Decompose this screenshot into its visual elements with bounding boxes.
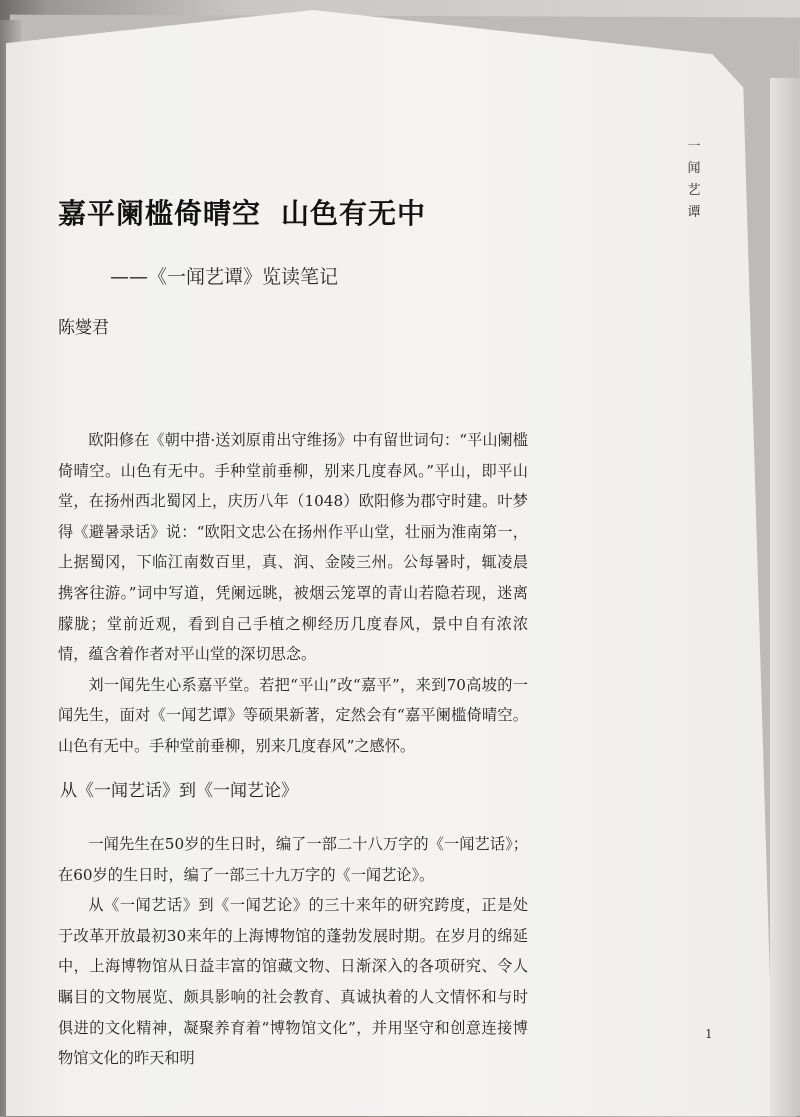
paragraph: 刘一闻先生心系嘉平堂。若把“平山”改“嘉平”，来到70高坡的一闻先生，面对《一闻艺谭》等硕果新著，定然会有“嘉平阑槛倚晴空。山色有无中。手种堂前垂柳，别来几度春风”之感怀。 (58, 675, 528, 755)
paragraph: 一闻先生在50岁的生日时，编了一部二十八万字的《一闻艺话》；在60岁的生日时，编了一部三十九万字的《一闻艺论》。 (58, 835, 528, 884)
title-part-2: 山色有无中 (281, 197, 427, 230)
page-number: 1 (705, 1027, 713, 1041)
article-subtitle: ——《一闻艺谭》览读笔记 (110, 266, 339, 288)
paragraph: 从《一闻艺话》到《一闻艺论》的三十来年的研究跨度，正是处于改革开放最初30来年的上海博物馆的蓬勃发展时期。在岁月的绵延中，上海博物馆从日益丰富的馆藏文物、日渐深入的各项研究、令人瞩目的文物展览、颇具影响的社会教育、真诚执着的人文情怀和与时俱进的文化精神，凝聚养育着“博物馆文化”，并用坚守和创意连接博物馆文化的昨天和明 (58, 896, 528, 1068)
running-head (679, 136, 709, 224)
running-head-char: 闻 (687, 161, 701, 176)
body-text (58, 425, 528, 762)
section-heading: 从《一闻艺话》到《一闻艺论》 (60, 781, 298, 801)
running-head-dash: 一 (687, 139, 701, 154)
article-title (58, 192, 618, 232)
paragraph: 欧阳修在《朝中措·送刘原甫出守维扬》中有留世词句：“平山阑槛倚晴空。山色有无中。手种堂前垂柳，别来几度春风。”平山，即平山堂，在扬州西北蜀冈上，庆历八年（1048）欧阳修为郡守时建。叶梦得《避暑录话》说：“欧阳文忠公在扬州作平山堂，壮丽为淮南第一，上据蜀冈，下临江南数百里，真、润、金陵三州。公每暑时，辄凌晨携客往游。”词中写道，凭阑远眺，被烟云笼罩的青山若隐若现，迷离朦胧；堂前近观，看到自己手植之柳经历几度春风，景中自有浓浓情，蕴含着作者对平山堂的深切思念。 (58, 431, 528, 664)
author-name: 陈燮君 (58, 318, 109, 338)
running-head-char: 谭 (687, 205, 701, 220)
title-part-1: 嘉平阑槛倚晴空 (58, 197, 262, 230)
running-head-char: 艺 (687, 183, 701, 198)
section-body-text (58, 829, 528, 1074)
